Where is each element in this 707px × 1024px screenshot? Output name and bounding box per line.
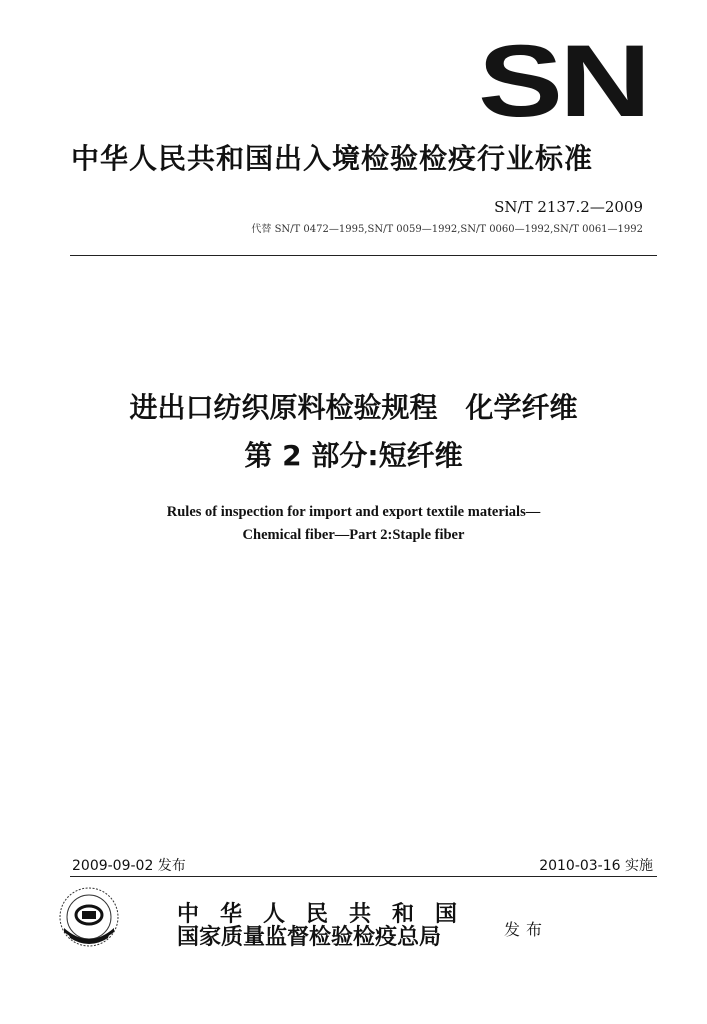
issuer-line2: 国家质量监督检验检疫总局 (177, 924, 442, 950)
issuer-line1: 中华人民共和国 (177, 901, 479, 927)
implementation-date: 2010-03-16 实施 (539, 858, 653, 874)
title-cn-line2: 第 2 部分:短纤维 (244, 439, 463, 472)
sn-logo: SN (478, 24, 648, 138)
footer-divider (70, 876, 657, 877)
title-en-line1: Rules of inspection for import and export textile materials— (166, 504, 541, 520)
standard-number: SN/T 2137.2—2009 (494, 198, 643, 216)
title-en-line2: Chemical fiber—Part 2:Staple fiber (242, 527, 465, 543)
seal-icon (58, 886, 120, 948)
issuing-authority-title: 中华人民共和国出入境检验检疫行业标准 (71, 142, 594, 175)
title-cn-line1: 进出口纺织原料检验规程 化学纤维 (129, 391, 578, 424)
replaces-standards: 代替 SN/T 0472—1995,SN/T 0059—1992,SN/T 0060—1992,SN/T 0061—1992 (251, 224, 643, 235)
issue-date: 2009-09-02 发布 (72, 858, 186, 874)
header-divider (70, 255, 657, 256)
publish-label: 发布 (504, 920, 549, 939)
